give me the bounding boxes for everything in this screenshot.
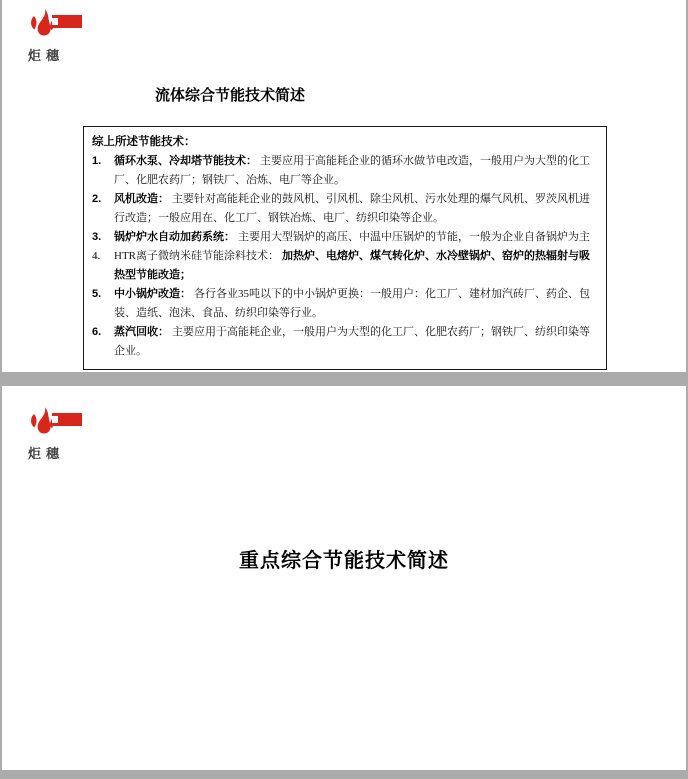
item-body: 主要针对高能耗企业的鼓风机、引风机、除尘风机、污水处理的爆气风机、罗茨风机进行改造；一般应用在、化工厂、钢铁冶炼、电厂、纺织印染等企业。	[114, 193, 590, 224]
page-gap	[0, 372, 688, 386]
list-item-2	[92, 190, 597, 228]
item-body: 主要用大型锅炉的高压、中温中压锅炉的节能，一般为企业自备锅炉为主	[238, 231, 590, 243]
item-lead: 风机改造：	[114, 193, 169, 205]
slide-page-1	[2, 0, 686, 372]
item-lead: 锅炉炉水自动加药系统：	[114, 231, 235, 243]
list-item-1	[92, 152, 597, 190]
slide-page-2	[2, 386, 686, 770]
list-item-4	[92, 247, 597, 285]
flame-logo-icon	[26, 406, 84, 436]
item-lead: 蒸汽回收：	[114, 326, 169, 338]
item-body: 主要应用于高能耗企业，一般用户为大型的化工厂、化肥农药厂；钢铁厂、纺织印染等企业。	[114, 326, 590, 357]
list-item-6	[92, 323, 597, 361]
item-lead: HTR离子微纳米硅节能涂料技术：	[114, 250, 279, 262]
item-number: 5.	[92, 288, 102, 300]
item-number: 6.	[92, 326, 102, 338]
logo-text: 炬穗	[28, 48, 65, 63]
item-number: 1.	[92, 155, 102, 167]
item-body: 主要应用于高能耗企业的循环水做节电改造，一般用户为大型的化工厂、化肥农药厂；钢铁厂、冶炼、电厂等企业。	[114, 155, 590, 186]
item-body: 加热炉、电熔炉、煤气转化炉、水冷壁锅炉、窑炉的热辐射与吸热型节能改造；	[114, 250, 590, 281]
company-logo	[26, 8, 106, 64]
box-heading: 综上所述节能技术：	[92, 136, 196, 148]
list-item-5	[92, 285, 597, 323]
list-item-3	[92, 228, 597, 247]
slide2-title: 重点综合节能技术简述	[239, 550, 449, 572]
item-number: 4.	[92, 250, 101, 262]
flame-logo-icon	[26, 8, 84, 38]
slide1-title: 流体综合节能技术简述	[155, 87, 306, 104]
summary-box	[83, 126, 607, 370]
logo-text: 炬穗	[28, 446, 65, 461]
company-logo	[26, 406, 106, 462]
item-body: 各行各业35吨以下的中小锅炉更换：一般用户：化工厂、建材加汽砖厂、药企、包装、造纸、泡沫、食品、纺织印染等行业。	[114, 288, 590, 319]
item-number: 3.	[92, 231, 102, 243]
item-number: 2.	[92, 193, 102, 205]
item-lead: 循环水泵、冷却塔节能技术：	[114, 155, 257, 167]
item-lead: 中小锅炉改造：	[114, 288, 191, 300]
